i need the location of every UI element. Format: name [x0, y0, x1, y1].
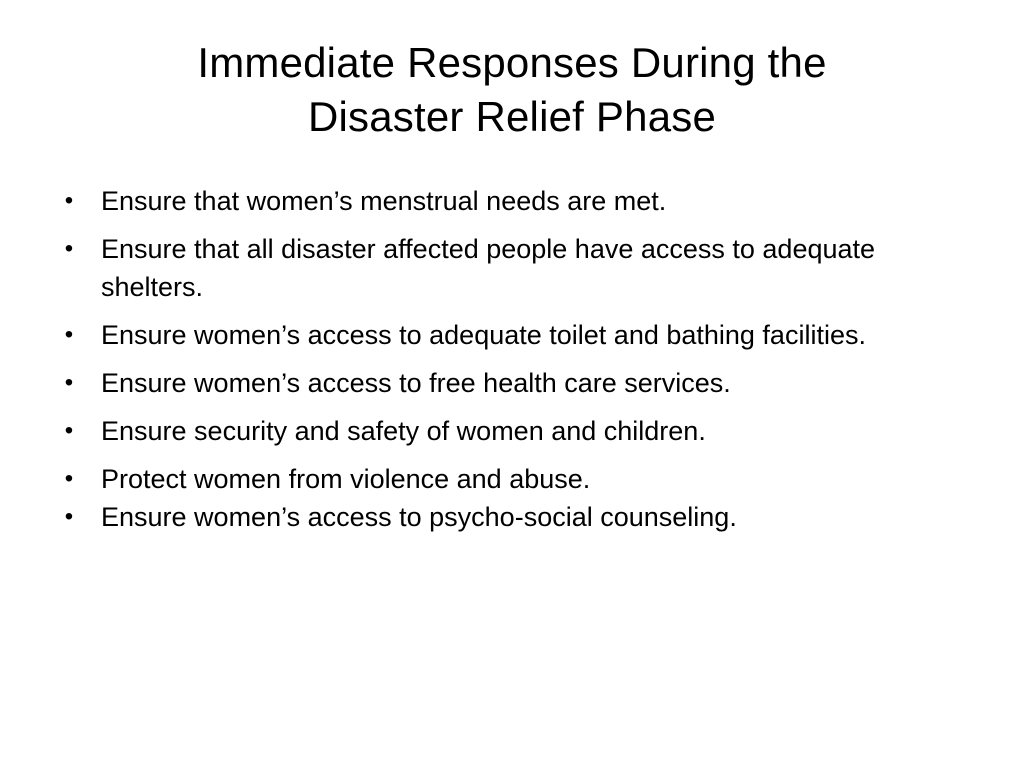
slide-title-line-1: Immediate Responses During the: [197, 39, 827, 86]
bullet-text: Protect women from violence and abuse.: [101, 464, 591, 494]
bullet-text: Ensure women’s access to free health care services.: [101, 368, 731, 398]
bullet-icon: •: [64, 503, 74, 530]
bullet-text: Ensure that women’s menstrual needs are met.: [101, 186, 667, 216]
bullet-text: Ensure women’s access to adequate toilet and bathing facilities.: [101, 320, 866, 350]
bullet-item: [60, 460, 960, 498]
bullet-icon: •: [64, 465, 74, 492]
bullet-text: Ensure women’s access to psycho-social counseling.: [101, 502, 737, 532]
bullet-item: [60, 498, 960, 536]
bullet-item: [60, 230, 960, 306]
bullet-text: Ensure security and safety of women and children.: [101, 416, 706, 446]
bullet-icon: •: [64, 187, 74, 214]
bullet-item: [60, 412, 960, 450]
bullet-icon: •: [64, 369, 74, 396]
bullet-item: [60, 316, 960, 354]
slide-title-line-2: Disaster Relief Phase: [307, 93, 717, 140]
bullet-item: [60, 182, 960, 220]
slide-title: [60, 36, 964, 144]
bullet-icon: •: [64, 417, 74, 444]
bullet-icon: •: [64, 235, 74, 262]
bullet-text: Ensure that all disaster affected people have access to adequate shelters.: [101, 234, 876, 302]
bullet-item: [60, 364, 960, 402]
bullet-icon: •: [64, 321, 74, 348]
bullet-list: [60, 182, 960, 546]
